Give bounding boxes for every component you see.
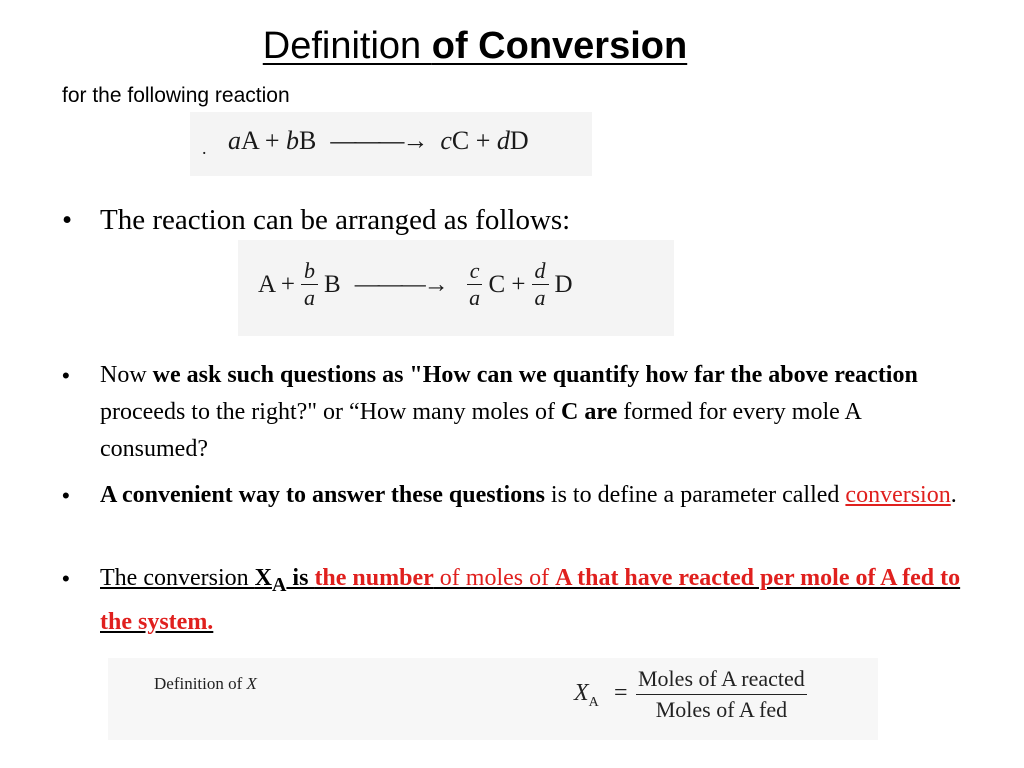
slide-subtitle: for the following reaction [62,84,290,107]
bullet-marker: • [62,483,70,508]
normalized-equation: A + $\frac{b}{a}$ B ———→ $\frac{c}{a}$ C + $\frac{d}{a}$ D [258,258,573,310]
bullet-conversion-definition: • The conversion $X_A$ is the number of moles of A that have reacted per mole of A fed to the system. [62,560,962,641]
bullet-convenient-way: • A convenient way to answer these questions is to define a parameter called conversion. [62,477,962,514]
bullet-marker: • [62,566,70,591]
fraction-d-over-a: $\frac{d}{a}$ [532,258,549,311]
normalized-equation-image [238,240,674,336]
fraction-b-over-a: $\frac{b}{a}$ [301,258,318,311]
fraction-c-over-a: $\frac{c}{a}$ [467,258,483,311]
reaction-equation: aA + bB ———→ cC + dD [228,126,529,155]
reaction-arrow: ———→ [354,270,447,298]
conversion-term: conversion [845,482,951,508]
conversion-fraction: Moles of A reacted Moles of A fed [638,666,805,722]
bullet-questions: • Now we ask such questions as "How can we quantify how far the above reaction proceeds to the right?" or “How many moles of C are formed for every mole A consumed? [62,357,962,468]
equals-sign: = [614,680,628,706]
bullet-marker: • [62,363,70,388]
conversion-symbol: $X_A$ [574,680,599,710]
conversion-definition-image [108,658,878,740]
bullet-arranged-text: The reaction can be arranged as follows: [100,204,571,236]
bullet-marker: • [62,204,73,236]
reaction-equation-image: . aA + bB ———→ cC + dD [190,112,592,176]
definition-label: Definition of X [154,674,257,693]
reaction-arrow: ———→ [330,126,427,155]
slide-title [0,22,950,70]
title-part1: Definition [262,25,432,67]
title-part2: of Conversion [431,25,688,67]
